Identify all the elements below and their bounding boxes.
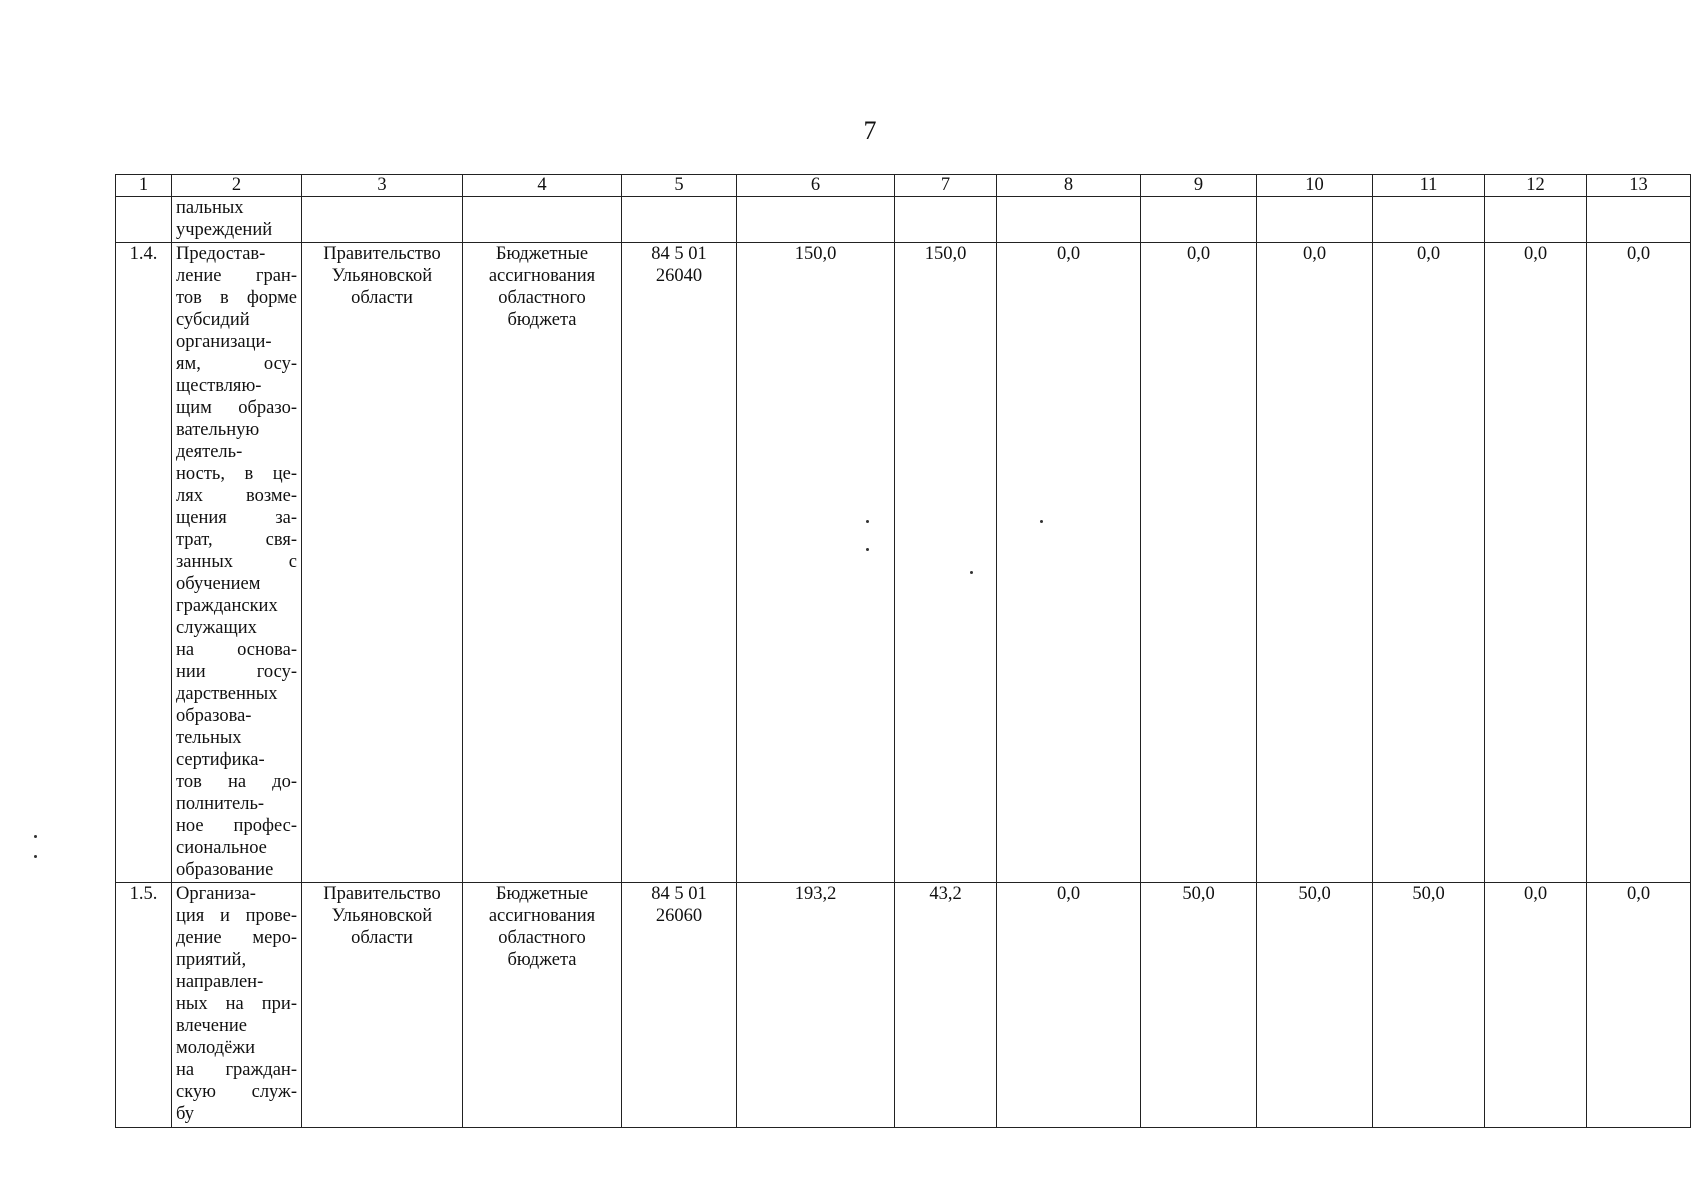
cell-text-line: щения за- xyxy=(176,508,297,528)
value-cell: 50,0 xyxy=(1257,883,1373,1128)
cell-text-line: гражданских xyxy=(176,596,278,616)
value-cell: 0,0 xyxy=(1485,883,1587,1128)
cell-text-line: сиональное xyxy=(176,838,267,858)
column-number: 1 xyxy=(116,175,172,197)
cell-text-line: на граждан- xyxy=(176,1060,297,1080)
cell-text-line: области xyxy=(351,288,413,308)
column-number: 8 xyxy=(997,175,1141,197)
column-number: 10 xyxy=(1257,175,1373,197)
column-number: 7 xyxy=(895,175,997,197)
cell-text-line: ям, осу- xyxy=(176,354,297,374)
budget-code-cell xyxy=(622,243,737,883)
cell-text-line: организаци- xyxy=(176,332,272,352)
cell-text-line: занных с xyxy=(176,552,297,572)
continuation-name-cell: пальных учреждений xyxy=(172,197,302,243)
column-number: 6 xyxy=(737,175,895,197)
cell-text-line: образова- xyxy=(176,706,252,726)
continuation-row xyxy=(116,197,1691,243)
cell-text-line: 26040 xyxy=(655,266,703,286)
cell-text-line: скую служ- xyxy=(176,1082,297,1102)
value-cell: 0,0 xyxy=(1373,243,1485,883)
scan-speck xyxy=(34,835,37,838)
value-cell: 0,0 xyxy=(1141,243,1257,883)
cell-text-line: ность, в це- xyxy=(176,464,297,484)
scan-speck xyxy=(866,520,869,523)
value-cell: 150,0 xyxy=(895,243,997,883)
cell-text-line: 84 5 01 xyxy=(651,884,707,904)
value-cell: 0,0 xyxy=(997,883,1141,1128)
cell-text-line: бюджета xyxy=(507,950,577,970)
cell-text-line: трат, свя- xyxy=(176,530,297,550)
value-cell: 193,2 xyxy=(737,883,895,1128)
cell-text-line: молодёжи xyxy=(176,1038,255,1058)
cell-text-line: областного xyxy=(498,288,586,308)
cell-text-line: деятель- xyxy=(176,442,243,462)
cell-text-line: ществляю- xyxy=(176,376,262,396)
column-number: 4 xyxy=(463,175,622,197)
cell-text-line: ция и прове- xyxy=(176,906,297,926)
value-cell: 43,2 xyxy=(895,883,997,1128)
cell-text-line: 84 5 01 xyxy=(651,244,707,264)
cell-text-line: щим образо- xyxy=(176,398,297,418)
cell-text-line: бу xyxy=(176,1104,194,1124)
cell-text-line: бюджета xyxy=(507,310,577,330)
page-number: 7 xyxy=(863,116,877,145)
executor-cell xyxy=(302,883,463,1128)
value-cell: 150,0 xyxy=(737,243,895,883)
cell-text-line: сертифика- xyxy=(176,750,265,770)
value-cell: 0,0 xyxy=(1587,883,1691,1128)
funding-source-cell xyxy=(463,883,622,1128)
row-number: 1.4. xyxy=(116,243,172,883)
executor-cell xyxy=(302,243,463,883)
value-cell: 50,0 xyxy=(1141,883,1257,1128)
measure-name-cell xyxy=(172,883,302,1128)
column-number: 9 xyxy=(1141,175,1257,197)
scan-speck xyxy=(970,571,973,574)
value-cell: 0,0 xyxy=(1257,243,1373,883)
cell-text-line: направлен- xyxy=(176,972,264,992)
cell-text-line: ное профес- xyxy=(176,816,297,836)
row-number: 1.5. xyxy=(116,883,172,1128)
cell-text-line: области xyxy=(351,928,413,948)
cell-text-line: образование xyxy=(176,860,274,880)
cell-text-line: Правительство xyxy=(323,244,441,264)
budget-code-cell xyxy=(622,883,737,1128)
scan-speck xyxy=(34,855,37,858)
cell-text-line: лях возме- xyxy=(176,486,297,506)
cell-text-line: влечение xyxy=(176,1016,248,1036)
cell-text-line: Бюджетные xyxy=(495,884,589,904)
cell-text-line: Ульяновской xyxy=(331,906,433,926)
cell-text-line: Ульяновской xyxy=(331,266,433,286)
column-number: 12 xyxy=(1485,175,1587,197)
value-cell: 50,0 xyxy=(1373,883,1485,1128)
cell-text-line: ных на при- xyxy=(176,994,297,1014)
cell-text-line: тельных xyxy=(176,728,242,748)
cell-text-line: субсидий xyxy=(176,310,250,330)
cell-text-line: на основа- xyxy=(176,640,297,660)
value-cell: 0,0 xyxy=(1587,243,1691,883)
table-row xyxy=(116,243,1691,883)
column-numbers-row xyxy=(116,175,1691,197)
cell-text-line: ассигнования xyxy=(488,906,596,926)
cell-text-line: обучением xyxy=(176,574,261,594)
column-number: 2 xyxy=(172,175,302,197)
measure-name-cell xyxy=(172,243,302,883)
cell-text-line: тов на до- xyxy=(176,772,297,792)
cell-text-line: Правительство xyxy=(323,884,441,904)
cell-text-line: 26060 xyxy=(655,906,703,926)
cell-text-line: Организа- xyxy=(176,884,256,904)
column-number: 13 xyxy=(1587,175,1691,197)
value-cell: 0,0 xyxy=(997,243,1141,883)
cell-text-line: приятий, xyxy=(176,950,247,970)
budget-table xyxy=(115,174,1691,1128)
funding-source-cell xyxy=(463,243,622,883)
column-number: 5 xyxy=(622,175,737,197)
column-number: 3 xyxy=(302,175,463,197)
cell-text-line: тов в форме xyxy=(176,288,297,308)
scan-speck xyxy=(1040,520,1043,523)
cell-text-line: дение меро- xyxy=(176,928,297,948)
cell-text-line: нии госу- xyxy=(176,662,297,682)
cell-text-line: Предостав- xyxy=(176,244,266,264)
table-row xyxy=(116,883,1691,1128)
cell-text-line: областного xyxy=(498,928,586,948)
scan-speck xyxy=(866,548,869,551)
cell-text-line: вательную xyxy=(176,420,260,440)
cell-text-line: ление гран- xyxy=(176,266,297,286)
cell-text-line: Бюджетные xyxy=(495,244,589,264)
cell-text-line: ассигнования xyxy=(488,266,596,286)
cell-text-line: служащих xyxy=(176,618,257,638)
cell-text-line: полнитель- xyxy=(176,794,265,814)
value-cell: 0,0 xyxy=(1485,243,1587,883)
cell-text-line: дарственных xyxy=(176,684,278,704)
column-number: 11 xyxy=(1373,175,1485,197)
